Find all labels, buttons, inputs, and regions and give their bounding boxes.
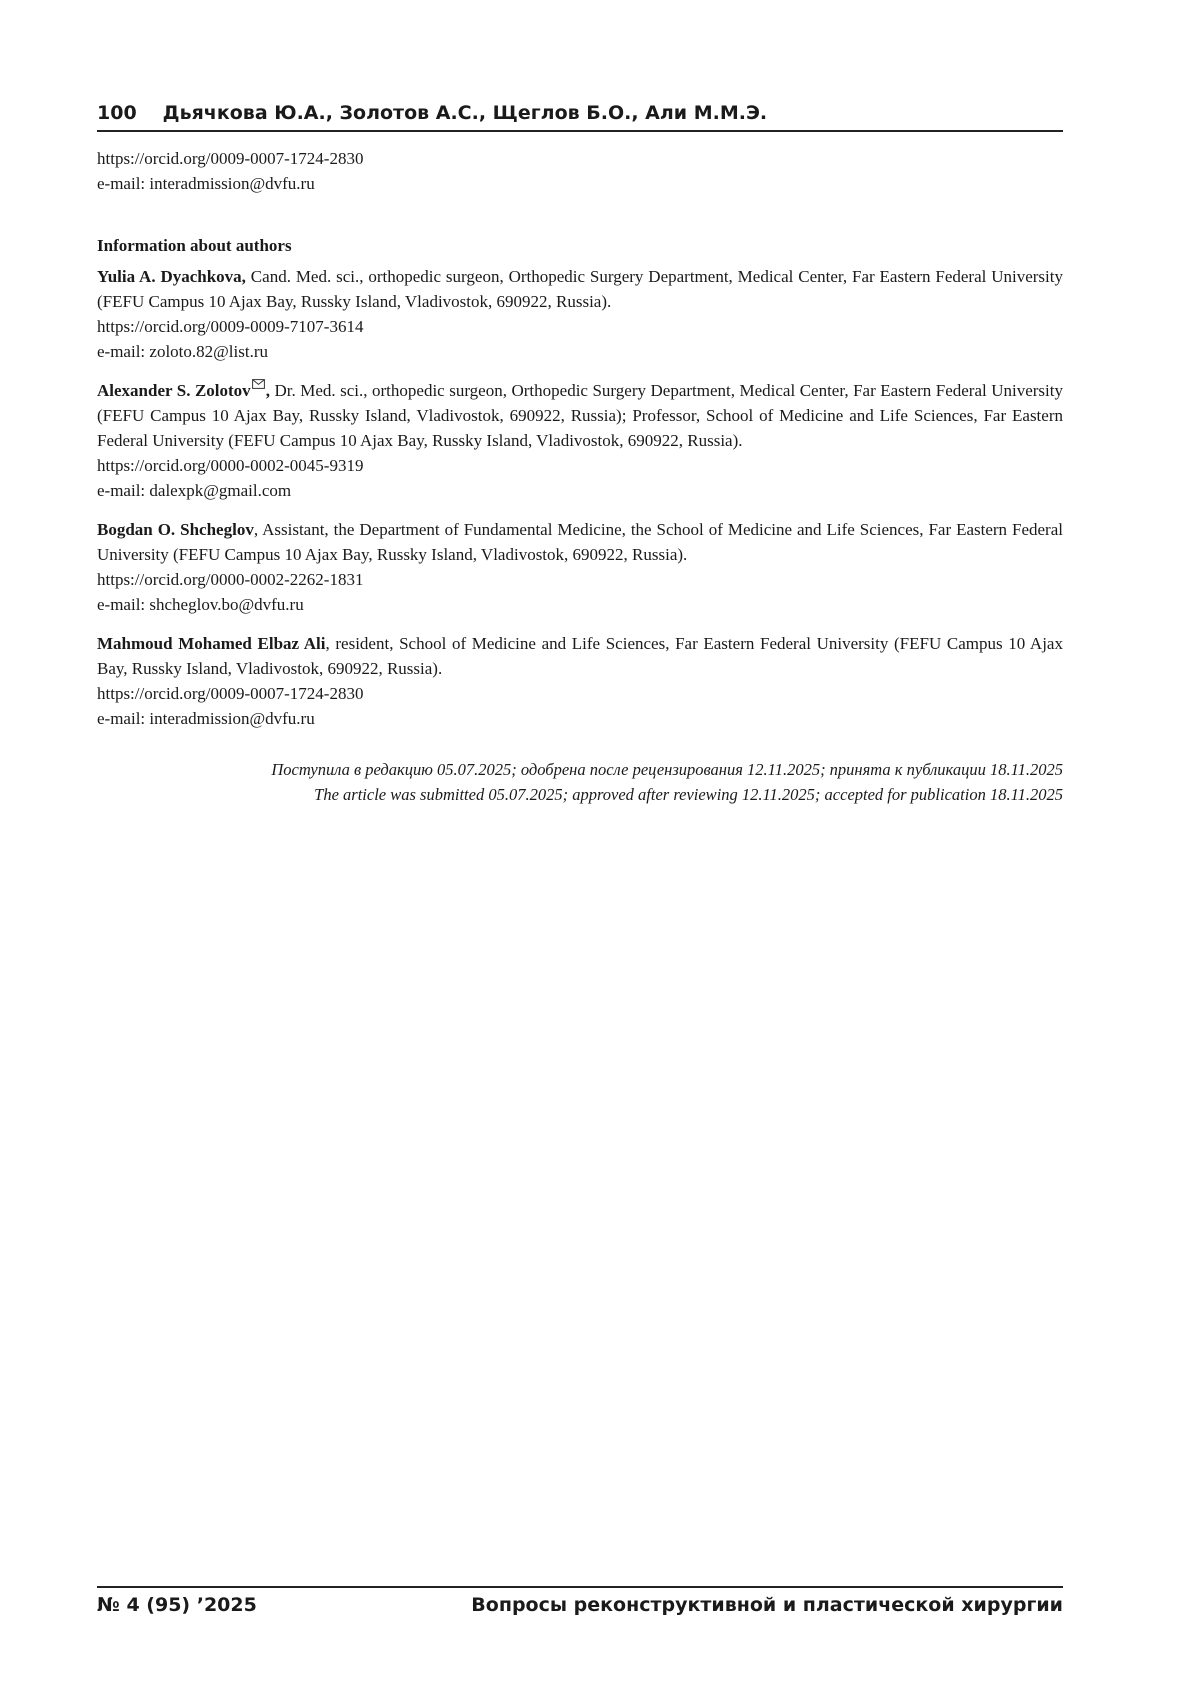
author-details: Cand. Med. sci., orthopedic surgeon, Orthopedic Surgery Department, Medical Center, Far Eastern Federal University (FEFU Campus 10 Ajax Bay, Russky Island, Vladivostok, 690922, Russia).	[97, 267, 1063, 311]
author-email[interactable]: e-mail: zoloto.82@list.ru	[97, 342, 268, 361]
author-name: Yulia A. Dyachkova,	[97, 267, 246, 286]
author-description	[97, 264, 1063, 314]
page-number: 100	[97, 102, 137, 124]
author-name: Alexander S. Zolotov	[97, 381, 251, 400]
author-details: Dr. Med. sci., orthopedic surgeon, Orthopedic Surgery Department, Medical Center, Far Eastern Federal University (FEFU Campus 10 Ajax Bay, Russky Island, Vladivostok, 690922, Russia); Professor, School of Medicine and Life Sciences, Far Eastern Federal University (FEFU Campus 10 Ajax Bay, Russky Island, Vladivostok, 690922, Russia).	[97, 381, 1063, 450]
header-authors: Дьячкова Ю.А., Золотов А.С., Щеглов Б.О., Али М.М.Э.	[162, 102, 768, 124]
dates-russian: Поступила в редакцию 05.07.2025; одобрена после рецензирования 12.11.2025; принята к публикации 18.11.2025	[271, 760, 1063, 779]
author-description	[97, 378, 1063, 453]
running-footer	[97, 1586, 1063, 1622]
issue-number: № 4 (95) ’2025	[97, 1594, 257, 1616]
author-orcid-link[interactable]: https://orcid.org/0000-0002-0045-9319	[97, 456, 364, 475]
author-details: , Assistant, the Department of Fundamental Medicine, the School of Medicine and Life Sciences, Far Eastern Federal University (FEFU Campus 10 Ajax Bay, Russky Island, Vladivostok, 690922, Russia).	[97, 520, 1063, 564]
author-description	[97, 631, 1063, 681]
author-name: Mahmoud Mohamed Elbaz Ali	[97, 634, 326, 653]
author-orcid-link[interactable]: https://orcid.org/0009-0009-7107-3614	[97, 317, 364, 336]
author-entry-dyachkova	[97, 264, 1063, 364]
author-entry-zolotov	[97, 378, 1063, 503]
author-email[interactable]: e-mail: shcheglov.bo@dvfu.ru	[97, 595, 304, 614]
author-orcid-link[interactable]: https://orcid.org/0000-0002-2262-1831	[97, 570, 364, 589]
author-orcid-link[interactable]: https://orcid.org/0009-0007-1724-2830	[97, 684, 364, 703]
author-name: Bogdan O. Shcheglov	[97, 520, 254, 539]
submission-dates	[97, 757, 1063, 807]
author-description	[97, 517, 1063, 567]
journal-title: Вопросы реконструктивной и пластической хирургии	[471, 1594, 1063, 1616]
running-header	[97, 96, 1063, 132]
continued-orcid-link[interactable]: https://orcid.org/0009-0007-1724-2830	[97, 149, 364, 168]
author-name-suffix: ,	[265, 381, 270, 400]
section-title: Information about authors	[97, 236, 292, 255]
dates-english: The article was submitted 05.07.2025; approved after reviewing 12.11.2025; accepted for publication 18.11.2025	[314, 785, 1063, 804]
author-email[interactable]: e-mail: dalexpk@gmail.com	[97, 481, 292, 500]
author-entry-shcheglov	[97, 517, 1063, 617]
author-email[interactable]: e-mail: interadmission@dvfu.ru	[97, 709, 315, 728]
author-details: , resident, School of Medicine and Life Sciences, Far Eastern Federal University (FEFU Campus 10 Ajax Bay, Russky Island, Vladivostok, 690922, Russia).	[97, 634, 1063, 678]
author-entry-ali	[97, 631, 1063, 731]
continued-email[interactable]: e-mail: interadmission@dvfu.ru	[97, 174, 315, 193]
main-content	[97, 146, 1063, 807]
envelope-icon	[252, 379, 265, 389]
